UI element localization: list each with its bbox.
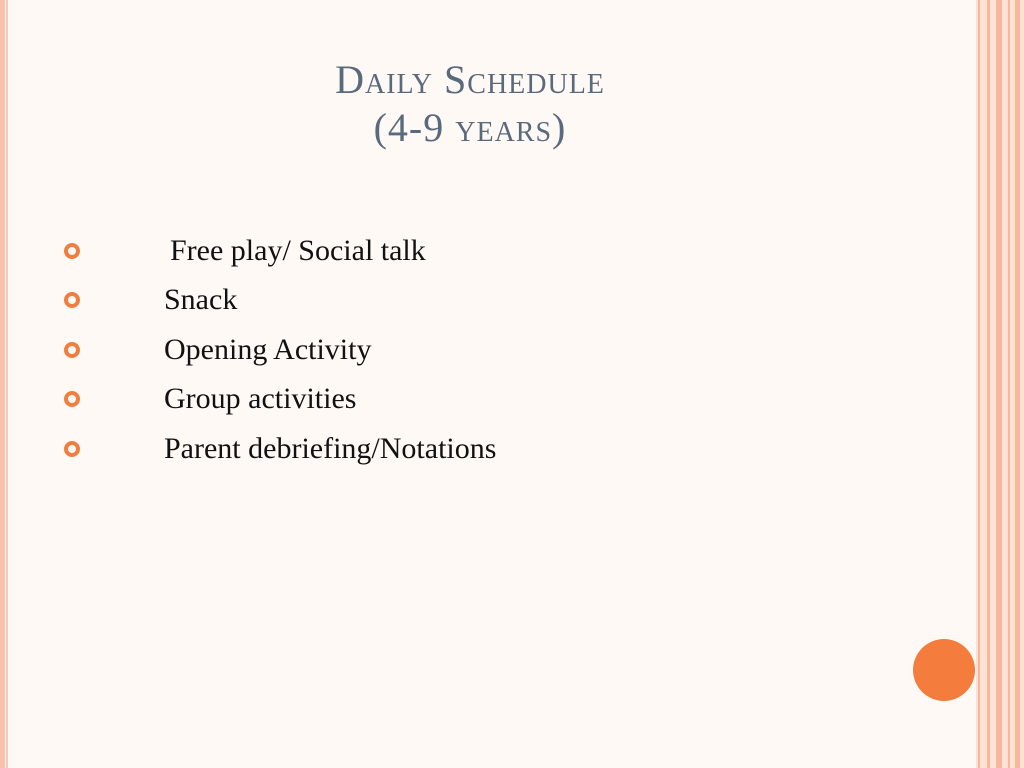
ring-bullet-icon xyxy=(64,243,80,259)
right-stripe xyxy=(978,0,980,768)
bullet-text: Free play/ Social talk xyxy=(170,233,426,267)
ring-bullet-icon xyxy=(64,342,80,358)
bullet-text: Parent debriefing/Notations xyxy=(164,431,497,465)
ring-bullet-icon xyxy=(64,391,80,407)
ring-bullet-icon xyxy=(64,292,80,308)
bullet-text: Snack xyxy=(164,283,238,317)
title-line-1: Daily Schedule xyxy=(335,57,605,102)
decorative-orange-circle xyxy=(913,639,975,701)
right-stripe xyxy=(987,0,990,768)
right-stripe xyxy=(1008,0,1010,768)
bullet-text: Group activities xyxy=(164,382,357,416)
right-stripe xyxy=(996,0,1002,768)
title-line-2: (4-9 years) xyxy=(373,105,567,150)
right-stripe xyxy=(1015,0,1020,768)
bullet-text: Opening Activity xyxy=(164,332,372,366)
slide-title xyxy=(0,56,940,152)
ring-bullet-icon xyxy=(64,441,80,457)
